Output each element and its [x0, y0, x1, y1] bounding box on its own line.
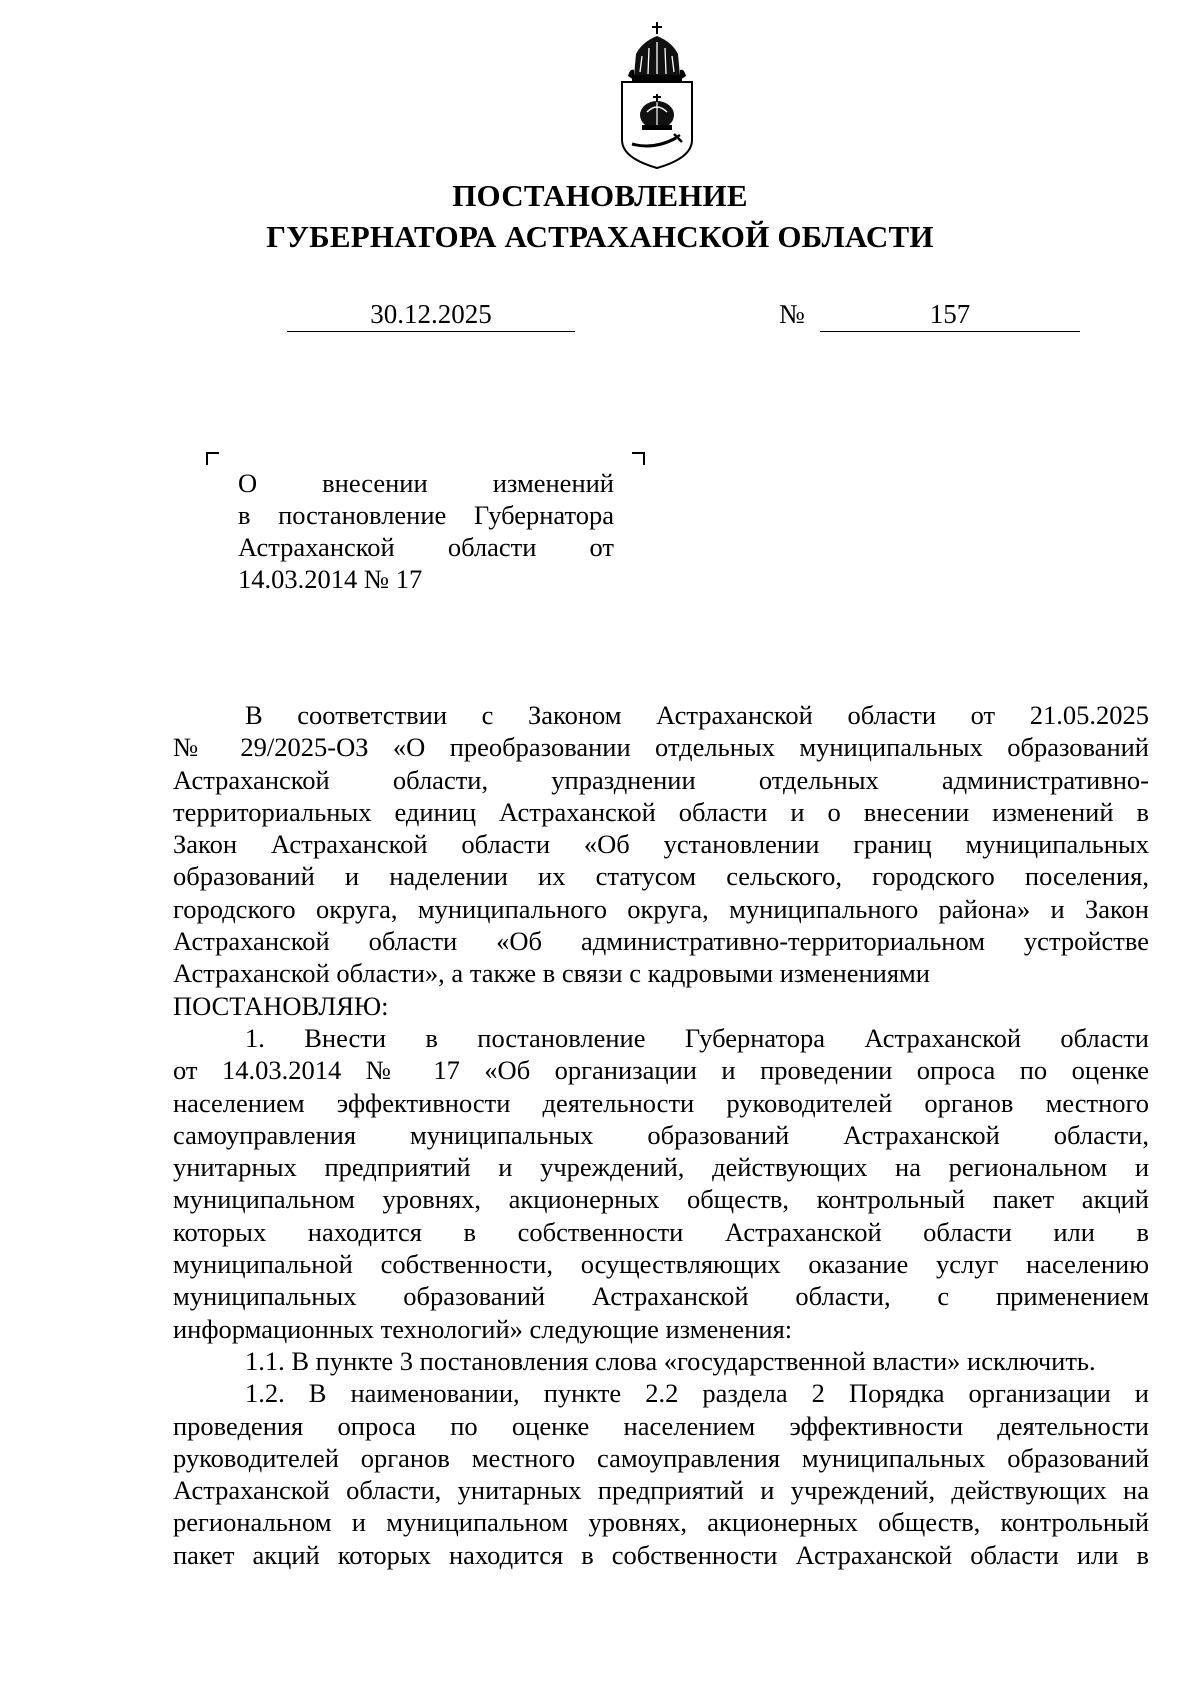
document-number: 157 [820, 297, 1080, 332]
body-line: которых находится в собственности Астраханской области или в [173, 1216, 1149, 1247]
coat-of-arms-icon [612, 20, 702, 170]
body-line: ПОСТАНОВЛЯЮ: [173, 990, 389, 1021]
subject-corner-left [206, 452, 219, 465]
body-line: региональном и муниципальном уровнях, акционерных обществ, контрольный [173, 1507, 1149, 1538]
body-line: муниципальной собственности, осуществляющих оказание услуг населению [173, 1249, 1149, 1280]
subject-line: в постановление Губернатора [238, 500, 614, 530]
body-line: проведения опроса по оценке населением эффективности деятельности [173, 1410, 1149, 1441]
body-line: В соответствии с Законом Астраханской области от 21.05.2025 [245, 700, 1149, 730]
number-sign: № [779, 299, 805, 329]
body-line: информационных технологий» следующие изменения: [173, 1313, 793, 1344]
body-line: самоуправления муниципальных образований Астраханской области, [173, 1119, 1149, 1150]
body-line: 1.2. В наименовании, пункте 2.2 раздела 2 Порядка организации и [245, 1378, 1149, 1409]
body-line: образований и наделении их статусом сельского, городского поселения, [173, 861, 1149, 892]
subject-line: О внесении изменений [238, 468, 614, 498]
subject-line: 14.03.2014 № 17 [238, 564, 423, 594]
body-line: Астраханской области, упразднении отдельных административно- [173, 764, 1149, 795]
body-line: территориальных единиц Астраханской области и о внесении изменений в [173, 796, 1149, 827]
document-issuer: ГУБЕРНАТОРА АСТРАХАНСКОЙ ОБЛАСТИ [266, 219, 934, 254]
body-line: № 29/2025-ОЗ «О преобразовании отдельных муниципальных образований [173, 732, 1149, 763]
body-line: 1.1. В пункте 3 постановления слова «государственной власти» исключить. [245, 1345, 1096, 1376]
body-line: муниципальных образований Астраханской области, с применением [173, 1281, 1149, 1312]
body-line: пакет акций которых находится в собственности Астраханской области или в [173, 1539, 1149, 1570]
body-line: руководителей органов местного самоуправления муниципальных образований [173, 1442, 1149, 1473]
body-line: Астраханской области, унитарных предприятий и учреждений, действующих на [173, 1475, 1149, 1506]
body-line: Закон Астраханской области «Об установлении границ муниципальных [173, 829, 1149, 860]
body-line: населением эффективности деятельности руководителей органов местного [173, 1087, 1149, 1118]
body-line: от 14.03.2014 № 17 «Об организации и проведении опроса по оценке [173, 1055, 1149, 1086]
document-title: ПОСТАНОВЛЕНИЕ [452, 178, 748, 213]
document-date: 30.12.2025 [287, 297, 575, 332]
body-line: городского округа, муниципального округа, муниципального района» и Закон [173, 893, 1149, 924]
body-line: унитарных предприятий и учреждений, действующих на региональном и [173, 1152, 1149, 1183]
body-line: муниципальном уровнях, акционерных обществ, контрольный пакет акций [173, 1184, 1149, 1215]
document-body [173, 699, 1149, 1571]
body-line: Астраханской области», а также в связи с кадровыми изменениями [173, 958, 930, 989]
subject-corner-right [632, 452, 645, 465]
body-line: Астраханской области «Об административно-территориальном устройстве [173, 926, 1149, 957]
document-subject [238, 467, 614, 595]
body-line: 1. Внести в постановление Губернатора Астраханской области [245, 1022, 1149, 1053]
subject-line: Астраханской области от [238, 532, 614, 562]
